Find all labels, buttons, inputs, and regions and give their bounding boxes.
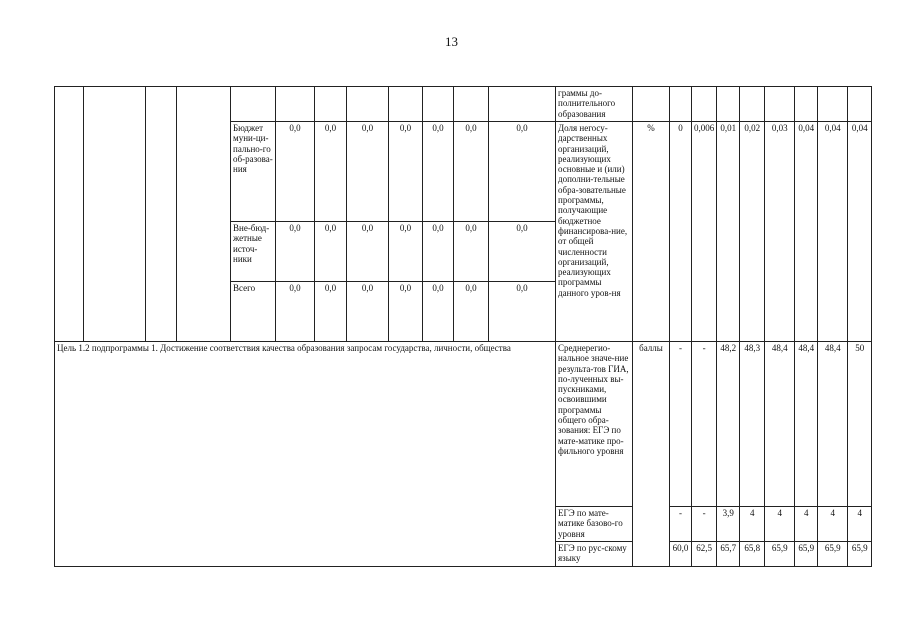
funding-value: 0,0 [315, 222, 347, 282]
cell-empty [276, 87, 315, 122]
funding-value: 0,0 [315, 282, 347, 342]
indicator-value: 0 [670, 122, 692, 342]
indicator-unit: баллы [633, 342, 670, 567]
funding-value: 0,0 [347, 222, 389, 282]
indicator-value: 0,03 [765, 122, 795, 342]
funding-value: 0,0 [423, 222, 454, 282]
cell-empty [692, 87, 717, 122]
indicator-name: Среднерегио-нальное значе-ние результа-тов ГИА, по-лученных вы-пускниками, освоившими программы общего обра-зования: ЕГЭ по мате-матике про-фильного уровня [556, 342, 633, 507]
funding-value: 0,0 [489, 222, 556, 282]
indicator-value: 0,006 [692, 122, 717, 342]
indicator-value: 0,04 [818, 122, 848, 342]
cell-empty [146, 87, 177, 342]
cell-empty [231, 87, 276, 122]
cell-empty [848, 87, 872, 122]
indicator-value: 48,4 [795, 342, 818, 507]
cell-empty [489, 87, 556, 122]
indicator-name: Доля негосу-дарственных организаций, реализующих основные и (или) дополни-тельные обра-зовательные программы, получающие бюджетное финансирова-ние, от общей численности организаций, реализующих программы данного уров-ня [556, 122, 633, 342]
funding-value: 0,0 [489, 282, 556, 342]
funding-source-label: Вне-бюд-жетные источ-ники [231, 222, 276, 282]
funding-value: 0,0 [347, 282, 389, 342]
table-row-continuation [55, 87, 872, 122]
page-number: 13 [445, 34, 458, 49]
indicator-value: 4 [795, 507, 818, 542]
cell-empty [177, 87, 231, 342]
cell-empty [740, 87, 765, 122]
indicator-value: - [692, 342, 717, 507]
cell-empty [818, 87, 848, 122]
indicator-value: 4 [765, 507, 795, 542]
funding-value: 0,0 [454, 222, 489, 282]
cell-empty [84, 87, 146, 342]
funding-value: 0,0 [276, 122, 315, 222]
funding-value: 0,0 [276, 282, 315, 342]
indicator-value: 48,4 [765, 342, 795, 507]
funding-source-label: Всего [231, 282, 276, 342]
indicator-value: 48,2 [717, 342, 740, 507]
goal-text: Цель 1.2 подпрограммы 1. Достижение соответствия качества образования запросам государства, личности, общества [55, 342, 556, 567]
indicator-value: - [670, 342, 692, 507]
indicator-unit: % [633, 122, 670, 342]
cell-empty [717, 87, 740, 122]
funding-value: 0,0 [454, 122, 489, 222]
indicator-value: 62,5 [692, 542, 717, 567]
indicator-value: 48,3 [740, 342, 765, 507]
funding-value: 0,0 [276, 222, 315, 282]
indicator-value: 65,9 [818, 542, 848, 567]
indicator-value: 0,01 [717, 122, 740, 342]
cell-empty [389, 87, 423, 122]
cell-empty [423, 87, 454, 122]
funding-value: 0,0 [454, 282, 489, 342]
cell-empty [633, 87, 670, 122]
funding-value: 0,0 [423, 282, 454, 342]
cell-empty [55, 87, 84, 342]
indicator-value: 65,7 [717, 542, 740, 567]
indicator-value: 65,9 [765, 542, 795, 567]
indicator-name: ЕГЭ по рус-скому языку [556, 542, 633, 567]
cell-empty [670, 87, 692, 122]
indicator-name-tail: граммы до-полнительного образования [556, 87, 633, 122]
indicator-value: 0,04 [848, 122, 872, 342]
indicator-value: 0,02 [740, 122, 765, 342]
funding-value: 0,0 [423, 122, 454, 222]
indicator-value: 0,04 [795, 122, 818, 342]
indicator-name: ЕГЭ по мате-матике базово-го уровня [556, 507, 633, 542]
indicator-value: - [692, 507, 717, 542]
funding-value: 0,0 [389, 282, 423, 342]
cell-empty [347, 87, 389, 122]
indicator-value: 4 [848, 507, 872, 542]
funding-value: 0,0 [489, 122, 556, 222]
cell-empty [765, 87, 795, 122]
indicator-value: - [670, 507, 692, 542]
funding-value: 0,0 [347, 122, 389, 222]
table-row-goal [55, 342, 872, 507]
indicator-value: 65,9 [795, 542, 818, 567]
indicator-value: 60,0 [670, 542, 692, 567]
cell-empty [315, 87, 347, 122]
cell-empty [795, 87, 818, 122]
indicator-value: 4 [818, 507, 848, 542]
funding-value: 0,0 [389, 222, 423, 282]
indicator-value: 48,4 [818, 342, 848, 507]
funding-value: 0,0 [315, 122, 347, 222]
funding-value: 0,0 [389, 122, 423, 222]
indicator-value: 65,8 [740, 542, 765, 567]
program-indicators-table [54, 86, 872, 567]
indicator-value: 50 [848, 342, 872, 507]
indicator-value: 4 [740, 507, 765, 542]
funding-source-label: Бюджет муни-ци-пально-го об-разова-ния [231, 122, 276, 222]
indicator-value: 65,9 [848, 542, 872, 567]
indicator-value: 3,9 [717, 507, 740, 542]
cell-empty [454, 87, 489, 122]
